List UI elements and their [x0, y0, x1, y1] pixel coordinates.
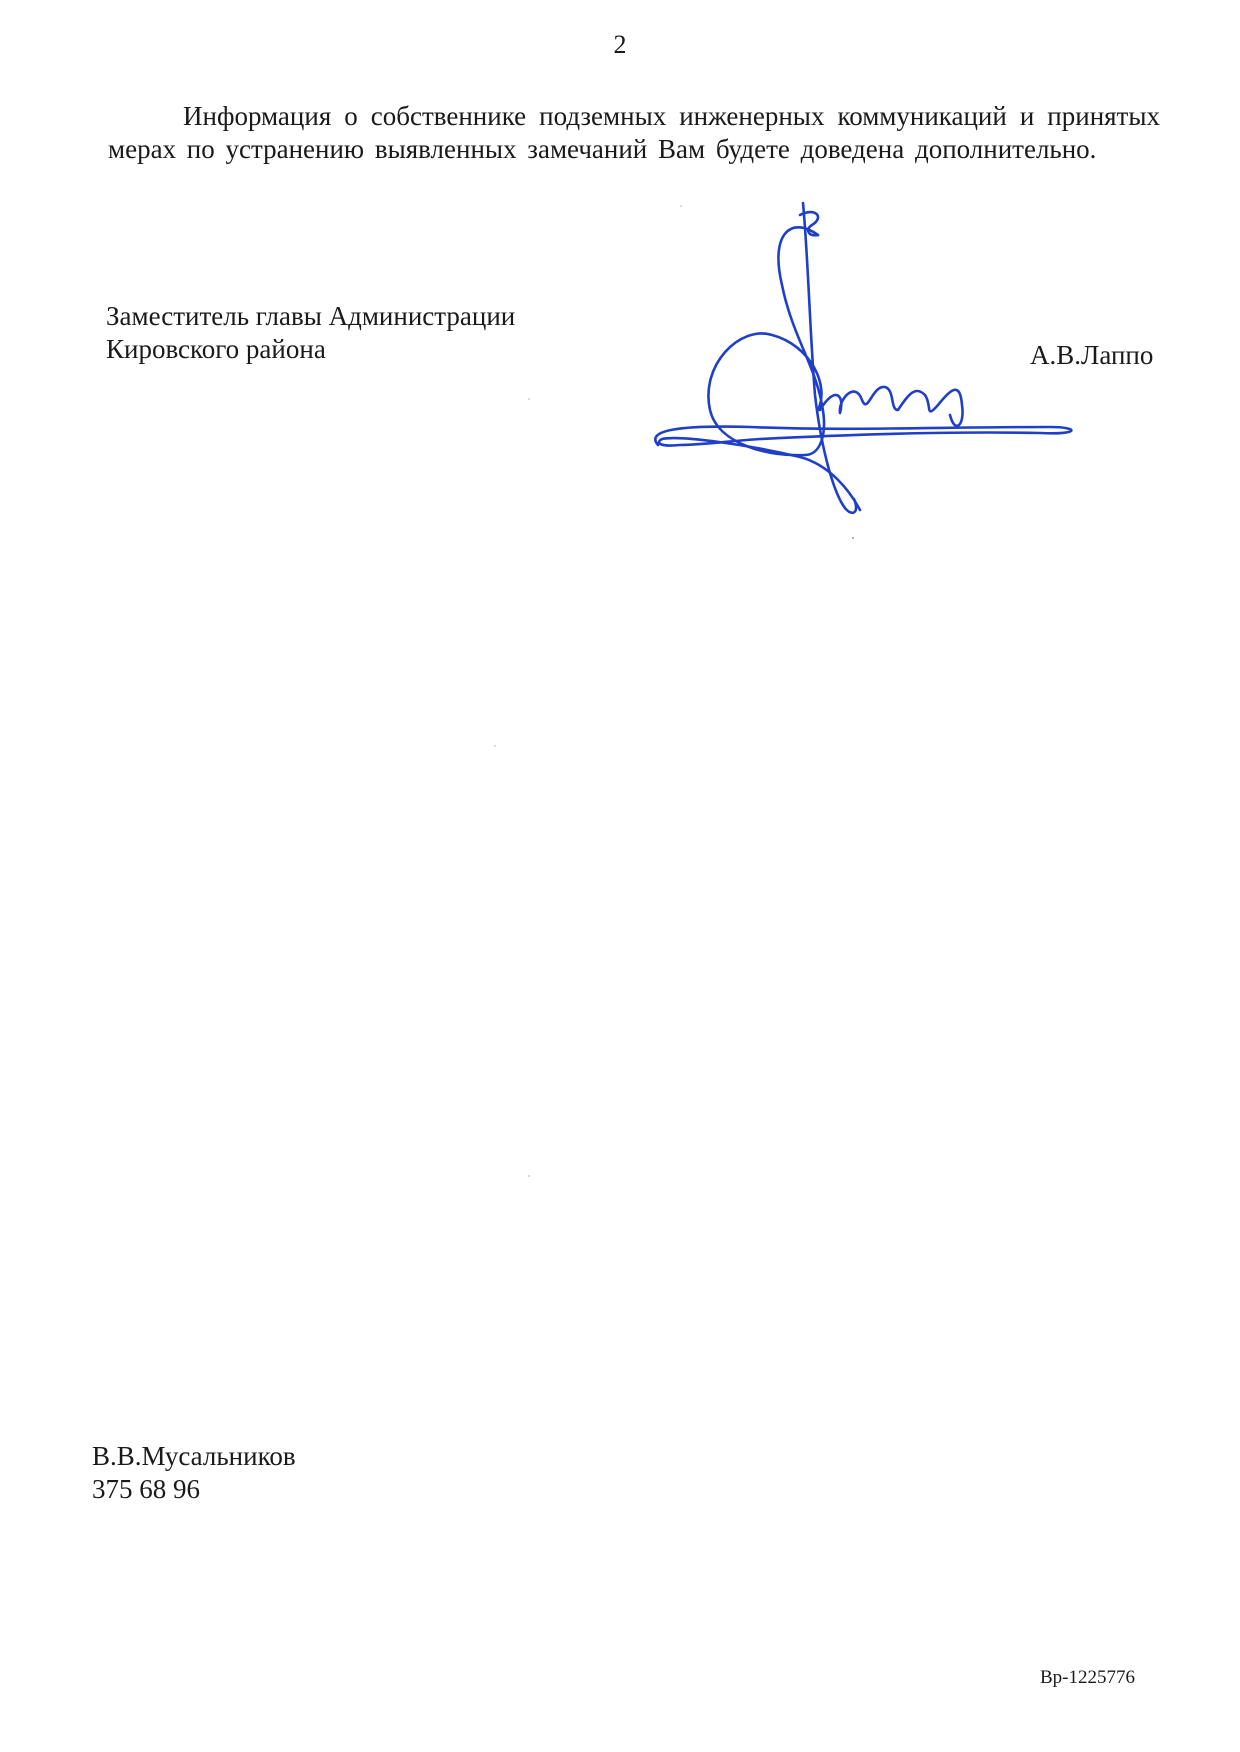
signature-stroke-descender	[803, 203, 845, 508]
executor-name: В.В.Мусальников	[92, 1441, 296, 1471]
document-code: Вр-1225776	[1040, 1667, 1135, 1688]
scan-speck	[528, 1175, 530, 1177]
signer-name: А.В.Лаппо	[1030, 340, 1154, 370]
scan-speck	[680, 205, 682, 207]
signature-stroke-letters	[820, 387, 963, 426]
signer-title	[106, 300, 515, 366]
executor-block	[92, 1440, 296, 1506]
body-paragraph: Информация о собственнике подземных инженерных коммуникаций и принятых мерах по устранению выявленных замечаний Вам будете доведена дополнительно.	[108, 101, 1160, 164]
page-number: 2	[613, 30, 627, 59]
scan-speck	[528, 398, 530, 400]
scan-speck	[852, 537, 854, 539]
signer-title-line-1: Заместитель главы Администрации	[106, 301, 516, 331]
scan-speck	[494, 745, 496, 747]
executor-phone: 375 68 96	[92, 1474, 200, 1504]
handwritten-signature	[640, 195, 1100, 555]
signature-stroke-underline	[655, 427, 1071, 510]
signer-title-line-2: Кировского района	[106, 334, 326, 364]
signature-stroke-end	[845, 499, 856, 513]
